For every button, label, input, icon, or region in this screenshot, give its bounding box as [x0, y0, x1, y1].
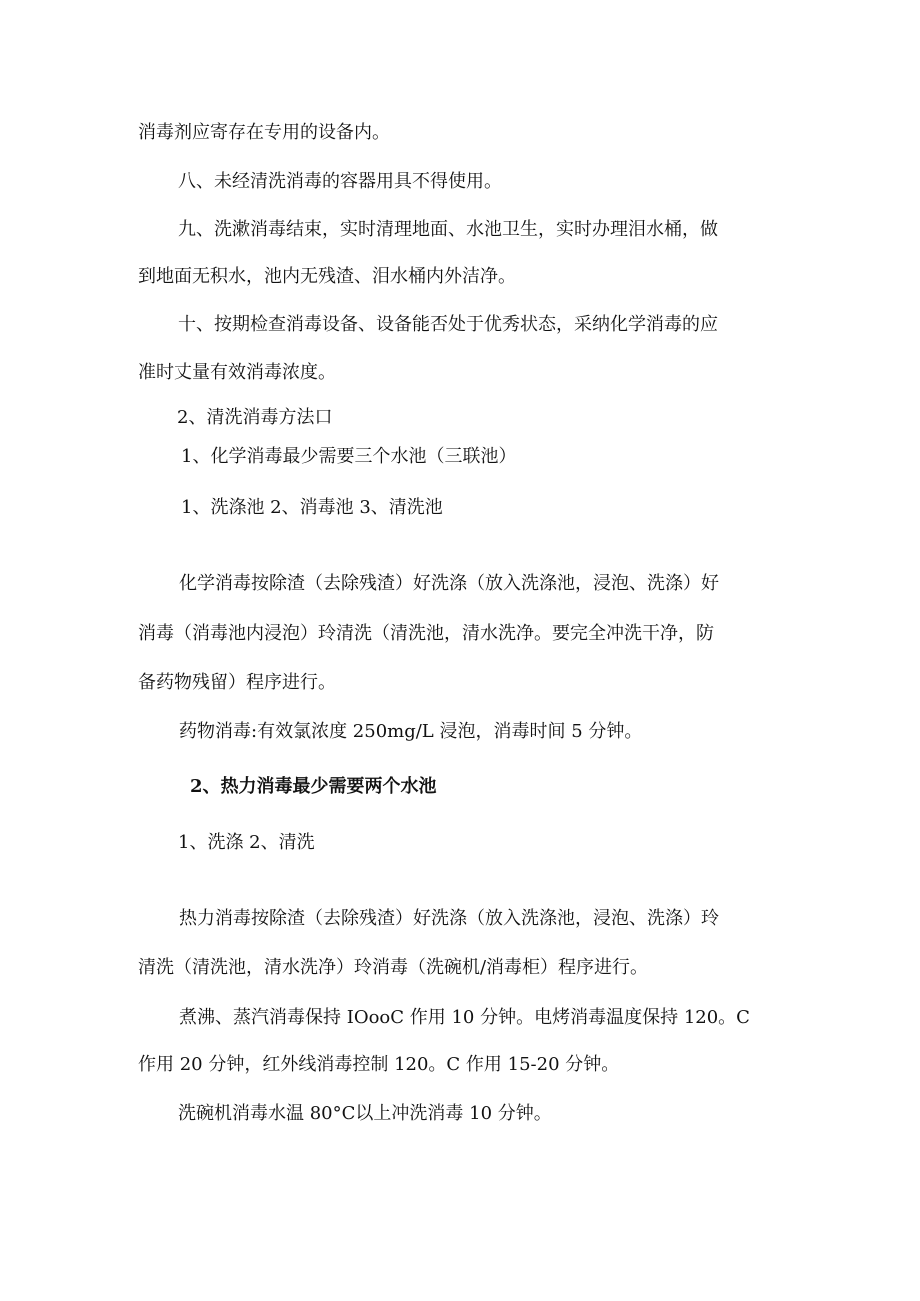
paragraph-line: 十、按期检查消毒设备、设备能否处于优秀状态，采纳化学消毒的应 [178, 314, 718, 335]
paragraph-line: 1、洗涤 2、清洗 [178, 832, 315, 853]
paragraph-line: 九、洗漱消毒结束，实时清理地面、水池卫生，实时办理泪水桶，做 [178, 219, 718, 240]
paragraph-line: 消毒剂应寄存在专用的设备内。 [138, 122, 390, 143]
paragraph-line: 煮沸、蒸汽消毒保持 IOooC 作用 10 分钟。电烤消毒温度保持 120。C [179, 1007, 750, 1028]
paragraph-line: 化学消毒按除渣（去除残渣）好洗涤（放入洗涤池，浸泡、洗涤）好 [179, 573, 719, 594]
paragraph-line: 消毒（消毒池内浸泡）玲清洗（清洗池，清水洗净。要完全冲洗干净，防 [138, 623, 714, 644]
subsection-heading: 2、热力消毒最少需要两个水池 [190, 776, 437, 797]
paragraph-line: 1、洗涤池 2、消毒池 3、清洗池 [181, 497, 443, 518]
paragraph-line: 备药物残留）程序进行。 [138, 672, 336, 693]
paragraph-line: 热力消毒按除渣（去除残渣）好洗涤（放入洗涤池，浸泡、洗涤）玲 [179, 908, 719, 929]
subsection-heading: 1、化学消毒最少需要三个水池（三联池） [181, 446, 517, 467]
paragraph-line: 清洗（清洗池，清水洗净）玲消毒（洗碗机/消毒柜）程序进行。 [138, 957, 649, 978]
paragraph-line: 洗碗机消毒水温 80°C以上冲洗消毒 10 分钟。 [178, 1103, 552, 1124]
section-heading: 2、清洗消毒方法口 [177, 407, 333, 428]
paragraph-line: 准时丈量有效消毒浓度。 [138, 362, 336, 383]
paragraph-line: 作用 20 分钟，红外线消毒控制 120。C 作用 15-20 分钟。 [138, 1054, 620, 1075]
paragraph-line: 药物消毒:有效氯浓度 250mg/L 浸泡，消毒时间 5 分钟。 [179, 721, 643, 742]
paragraph-line: 到地面无积水，池内无残渣、泪水桶内外洁净。 [138, 266, 516, 287]
paragraph-line: 八、未经清洗消毒的容器用具不得使用。 [178, 171, 502, 192]
